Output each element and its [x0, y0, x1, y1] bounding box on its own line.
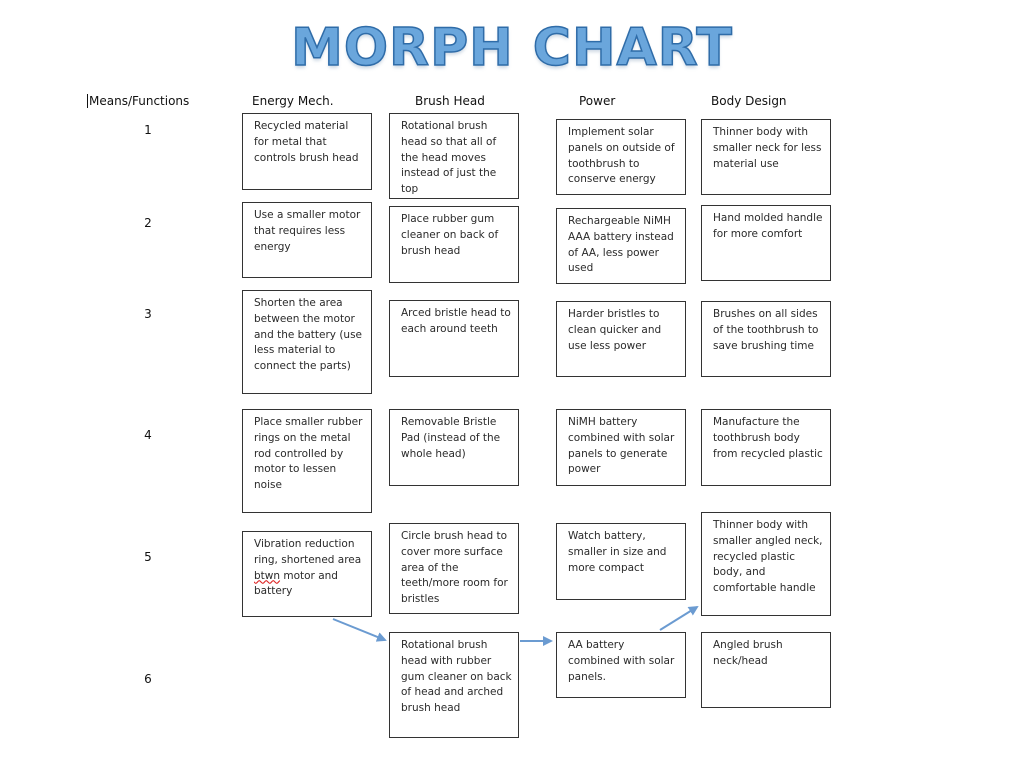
cell-power-2: Rechargeable NiMH AAA battery instead of AA, less power used — [556, 208, 686, 284]
cell-body-4: Manufacture the toothbrush body from recycled plastic — [701, 409, 831, 486]
cell-brush-6: Rotational brush head with rubber gum cleaner on back of head and arched brush head — [389, 632, 519, 738]
cell-energy-3: Shorten the area between the motor and the battery (use less material to connect the parts) — [242, 290, 372, 394]
cell-brush-5: Circle brush head to cover more surface area of the teeth/more room for bristles — [389, 523, 519, 614]
cell-brush-2: Place rubber gum cleaner on back of brush head — [389, 206, 519, 283]
row-number-1: 1 — [144, 123, 152, 137]
header-power: Power — [579, 94, 616, 108]
header-body-design: Body Design — [711, 94, 787, 108]
cell-body-1: Thinner body with smaller neck for less material use — [701, 119, 831, 195]
cell-body-3: Brushes on all sides of the toothbrush to save brushing time — [701, 301, 831, 377]
cell-brush-1: Rotational brush head so that all of the head moves instead of just the top — [389, 113, 519, 199]
cell-power-3: Harder bristles to clean quicker and use less power — [556, 301, 686, 377]
row-number-6: 6 — [144, 672, 152, 686]
cell-energy-2: Use a smaller motor that requires less energy — [242, 202, 372, 278]
header-brush-head: Brush Head — [415, 94, 485, 108]
cell-body-2: Hand molded handle for more comfort — [701, 205, 831, 281]
cell-body-6: Angled brush neck/head — [701, 632, 831, 708]
chart-title: MORPH CHART — [291, 18, 733, 78]
cell-brush-4: Removable Bristle Pad (instead of the whole head) — [389, 409, 519, 486]
cell-power-1: Implement solar panels on outside of toothbrush to conserve energy — [556, 119, 686, 195]
cell-energy-4: Place smaller rubber rings on the metal rod controlled by motor to lessen noise — [242, 409, 372, 513]
header-energy-mech: Energy Mech. — [252, 94, 334, 108]
row-number-4: 4 — [144, 428, 152, 442]
row-number-2: 2 — [144, 216, 152, 230]
cell-power-6: AA battery combined with solar panels. — [556, 632, 686, 698]
header-means-functions: Means/Functions — [89, 94, 190, 108]
cell-power-4: NiMH battery combined with solar panels to generate power — [556, 409, 686, 486]
misspelled-word: btwn — [254, 569, 281, 582]
row-number-5: 5 — [144, 550, 152, 564]
cell-energy-5-text-b: motor and battery — [254, 569, 338, 598]
cell-brush-3: Arced bristle head to each around teeth — [389, 300, 519, 377]
cell-power-5: Watch battery, smaller in size and more compact — [556, 523, 686, 600]
arrow-power6-to-body5 — [660, 607, 697, 630]
cell-energy-1: Recycled material for metal that controls brush head — [242, 113, 372, 190]
cell-energy-5 — [242, 531, 372, 617]
cell-energy-5-text-a: Vibration reduction ring, shortened area — [254, 538, 362, 566]
row-number-3: 3 — [144, 307, 152, 321]
cell-body-5: Thinner body with smaller angled neck, recycled plastic body, and comfortable handle — [701, 512, 831, 616]
arrow-energy5-to-brush6 — [333, 619, 385, 640]
